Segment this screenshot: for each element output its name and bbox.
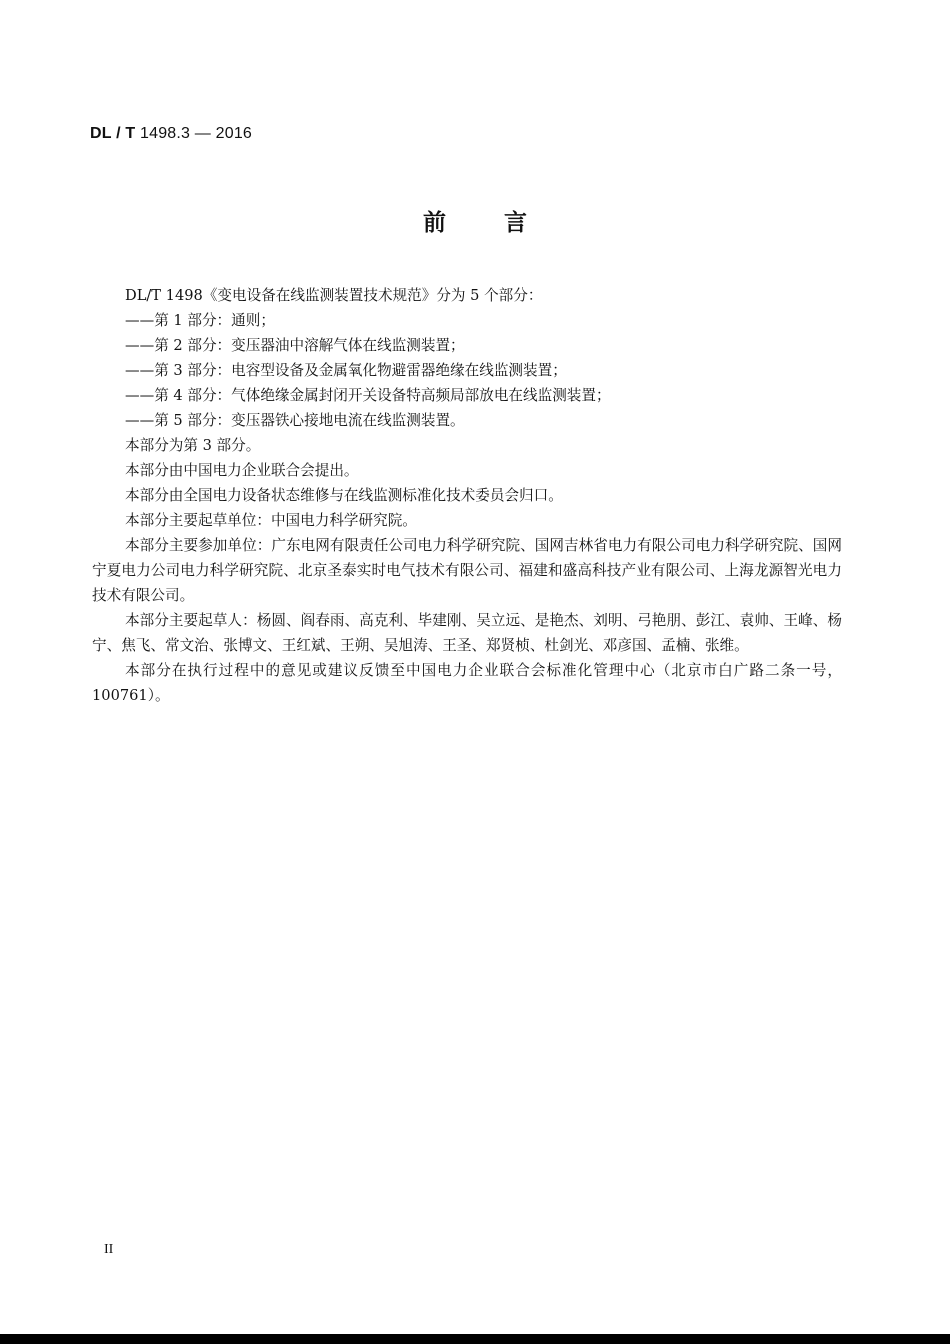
paragraph: 本部分主要参加单位：广东电网有限责任公司电力科学研究院、国网吉林省电力有限公司电力科学研究院、国网宁夏电力公司电力科学研究院、北京圣泰实时电气技术有限公司、福建和盛高科技产业有限公司、上海龙源智光电力技术有限公司。 bbox=[92, 537, 842, 604]
page-title: 前言 bbox=[423, 210, 585, 236]
paragraph: ——第 4 部分：气体绝缘金属封闭开关设备特高频局部放电在线监测装置； bbox=[125, 387, 611, 404]
paragraph: 本部分主要起草单位：中国电力科学研究院。 bbox=[125, 512, 417, 529]
standard-code-number: 1498.3 — 2016 bbox=[140, 125, 253, 142]
paragraph: DL/T 1498《变电设备在线监测装置技术规范》分为 5 个部分： bbox=[125, 287, 543, 304]
paragraph: 本部分由中国电力企业联合会提出。 bbox=[125, 462, 359, 479]
paragraph: 本部分为第 3 部分。 bbox=[125, 437, 261, 454]
bottom-edge-bar bbox=[0, 1334, 950, 1344]
paragraph: 本部分主要起草人：杨圆、阎春雨、高克利、毕建刚、吴立远、是艳杰、刘明、弓艳朋、彭江、袁帅、王峰、杨宁、焦飞、常文治、张博文、王红斌、王朔、吴旭涛、王圣、郑贤桢、杜剑光、邓彦国、孟楠、张维。 bbox=[92, 612, 842, 654]
paragraph: ——第 5 部分：变压器铁心接地电流在线监测装置。 bbox=[125, 412, 465, 429]
foreword-body bbox=[92, 283, 842, 708]
paragraph: 本部分在执行过程中的意见或建议反馈至中国电力企业联合会标准化管理中心（北京市白广路二条一号，100761）。 bbox=[92, 662, 842, 704]
page-number: II bbox=[104, 1242, 114, 1257]
paragraph: ——第 1 部分：通则； bbox=[125, 312, 275, 329]
paragraph: ——第 3 部分：电容型设备及金属氧化物避雷器绝缘在线监测装置； bbox=[125, 362, 567, 379]
paragraph: ——第 2 部分：变压器油中溶解气体在线监测装置； bbox=[125, 337, 465, 354]
standard-code-prefix: DL / T bbox=[90, 125, 140, 142]
standard-code bbox=[90, 125, 252, 143]
paragraph: 本部分由全国电力设备状态维修与在线监测标准化技术委员会归口。 bbox=[125, 487, 563, 504]
